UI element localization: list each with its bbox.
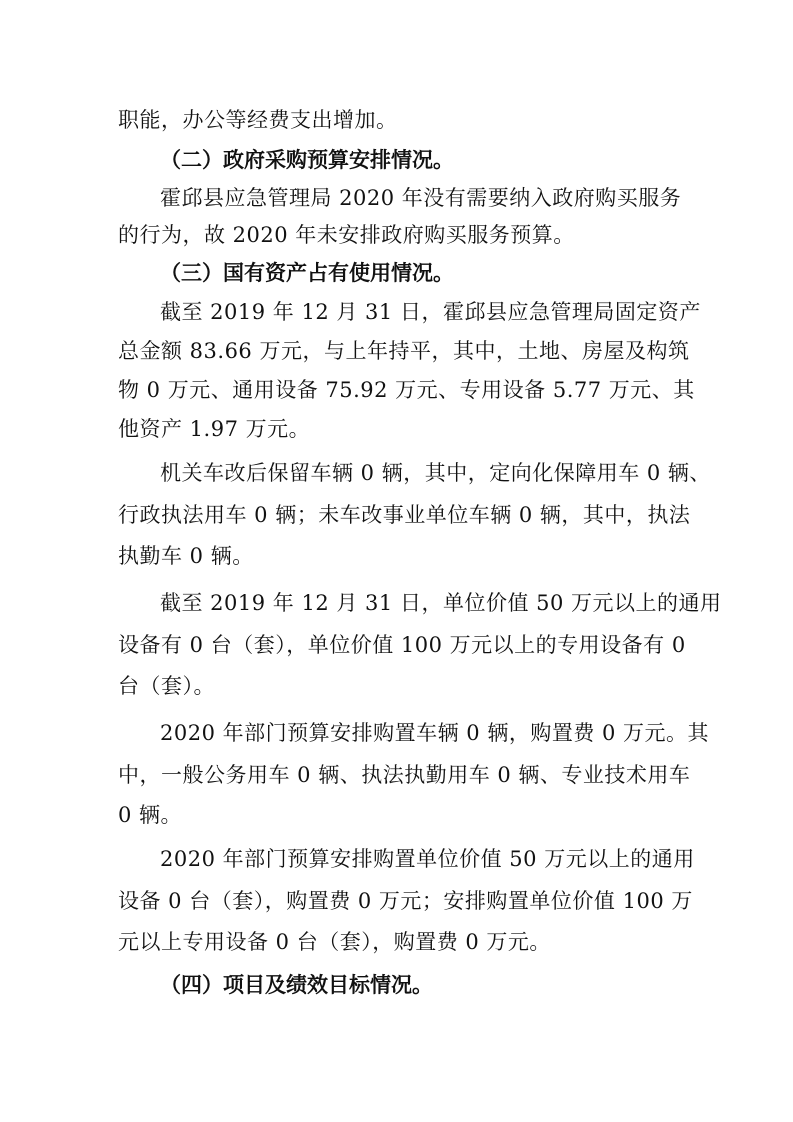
paragraph-line: 0 辆。 [118, 803, 183, 827]
section-heading-assets: （三）国有资产占有使用情况。 [160, 261, 454, 285]
paragraph-line: 的行为，故 2020 年未安排政府购买服务预算。 [118, 223, 575, 247]
paragraph-line: 设备 0 台（套），购置费 0 万元；安排购置单位价值 100 万 [118, 889, 693, 913]
section-heading-projects: （四）项目及绩效目标情况。 [160, 973, 433, 997]
paragraph-line: 职能，办公等经费支出增加。 [118, 108, 398, 132]
paragraph-line: 2020 年部门预算安排购置车辆 0 辆，购置费 0 万元。其 [160, 721, 710, 745]
paragraph-line: 霍邱县应急管理局 2020 年没有需要纳入政府购买服务 [160, 186, 682, 210]
paragraph-line: 台（套）。 [118, 674, 215, 698]
paragraph-line: 截至 2019 年 12 月 31 日，单位价值 50 万元以上的通用 [160, 591, 722, 615]
paragraph-line: 机关车改后保留车辆 0 辆，其中，定向化保障用车 0 辆、 [160, 461, 711, 485]
paragraph-line: 他资产 1.97 万元。 [118, 417, 311, 441]
paragraph-line: 中，一般公务用车 0 辆、执法执勤用车 0 辆、专业技术用车 [118, 763, 691, 787]
paragraph-line: 执勤车 0 辆。 [118, 544, 254, 568]
paragraph-line: 2020 年部门预算安排购置单位价值 50 万元以上的通用 [160, 847, 695, 871]
section-heading-procurement: （二）政府采购预算安排情况。 [160, 148, 454, 172]
paragraph-line: 截至 2019 年 12 月 31 日，霍邱县应急管理局固定资产 [160, 300, 701, 324]
paragraph-line: 元以上专用设备 0 台（套），购置费 0 万元。 [118, 930, 551, 954]
paragraph-line: 设备有 0 台（套），单位价值 100 万元以上的专用设备有 0 [118, 633, 686, 657]
paragraph-line: 总金额 83.66 万元，与上年持平，其中，土地、房屋及构筑 [118, 339, 690, 363]
paragraph-line: 物 0 万元、通用设备 75.92 万元、专用设备 5.77 万元、其 [118, 378, 695, 402]
paragraph-line: 行政执法用车 0 辆；未车改事业单位车辆 0 辆，其中，执法 [118, 503, 691, 527]
